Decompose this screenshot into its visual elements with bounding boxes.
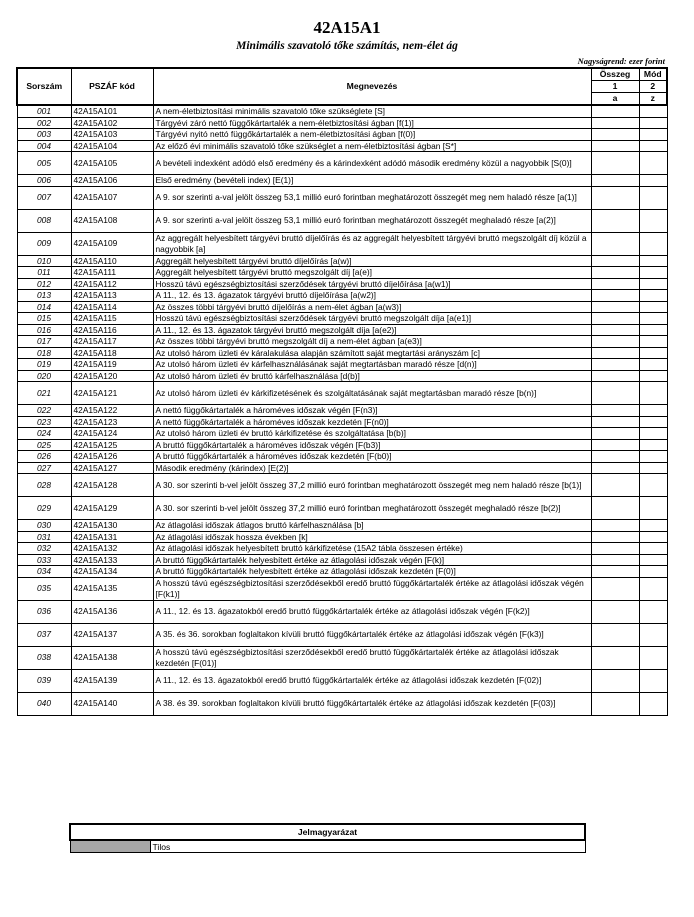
table-row	[17, 520, 667, 532]
table-row	[17, 267, 667, 279]
row-mod-cell[interactable]	[639, 543, 667, 555]
table-row	[17, 105, 667, 117]
row-number: 029	[17, 497, 71, 520]
row-pszaf-code: 42A15A136	[71, 600, 153, 623]
row-pszaf-code: 42A15A131	[71, 531, 153, 543]
row-mod-cell[interactable]	[639, 129, 667, 141]
form-subtitle: Minimális szavatoló tőke számítás, nem-élet ág	[236, 40, 458, 52]
unit-note: Nagyságrend: ezer forint	[577, 56, 665, 66]
row-description: A bruttó függőkártartalék a hároméves időszak végén [F(b3)]	[153, 439, 591, 451]
row-amount-cell[interactable]	[591, 324, 639, 336]
row-mod-cell[interactable]	[639, 497, 667, 520]
row-pszaf-code: 42A15A128	[71, 474, 153, 497]
row-amount-cell[interactable]	[591, 439, 639, 451]
legend-table	[69, 823, 586, 853]
row-number: 017	[17, 336, 71, 348]
legend-title: Jelmagyarázat	[70, 824, 585, 840]
row-amount-cell[interactable]	[591, 152, 639, 175]
row-mod-cell[interactable]	[639, 462, 667, 474]
table-row	[17, 324, 667, 336]
header-mod: Mód	[639, 68, 667, 81]
row-number: 030	[17, 520, 71, 532]
table-row	[17, 543, 667, 555]
row-pszaf-code: 42A15A118	[71, 347, 153, 359]
header-osszeg: Összeg	[591, 68, 639, 81]
row-description: A 30. sor szerinti b-vel jelölt összeg 37,2 millió euró forintban meghatározott összegét meghaladó része [b(2)]	[153, 497, 591, 520]
row-amount-cell[interactable]	[591, 209, 639, 232]
table-row	[17, 497, 667, 520]
row-mod-cell[interactable]	[639, 290, 667, 302]
row-amount-cell[interactable]	[591, 646, 639, 669]
table-body	[17, 105, 667, 715]
row-pszaf-code: 42A15A109	[71, 232, 153, 255]
row-pszaf-code: 42A15A115	[71, 313, 153, 325]
table-row	[17, 117, 667, 129]
table-row	[17, 255, 667, 267]
row-description: Aggregált helyesbített tárgyévi bruttó megszolgált díj [a(e)]	[153, 267, 591, 279]
row-pszaf-code: 42A15A117	[71, 336, 153, 348]
row-pszaf-code: 42A15A103	[71, 129, 153, 141]
row-number: 039	[17, 669, 71, 692]
table-row	[17, 370, 667, 382]
row-mod-cell[interactable]	[639, 451, 667, 463]
header-osszeg-letter: a	[591, 93, 639, 106]
row-number: 027	[17, 462, 71, 474]
table-row	[17, 278, 667, 290]
row-number: 028	[17, 474, 71, 497]
table-row	[17, 600, 667, 623]
row-mod-cell[interactable]	[639, 117, 667, 129]
row-description: A nem-életbiztosítási minimális szavatoló tőke szükséglete [S]	[153, 105, 591, 117]
row-pszaf-code: 42A15A122	[71, 405, 153, 417]
row-description: Tárgyévi nyitó nettó függőkártartalék a nem-életbiztosítási ágban [f(0)]	[153, 129, 591, 141]
row-pszaf-code: 42A15A127	[71, 462, 153, 474]
row-mod-cell[interactable]	[639, 186, 667, 209]
row-description: Az átlagolási időszak átlagos bruttó kárfelhasználása [b]	[153, 520, 591, 532]
row-description: A 35. és 36. sorokban foglaltakon kívüli bruttó függőkártartalék értéke az átlagolási időszak végén [F(k3)]	[153, 623, 591, 646]
table-row	[17, 669, 667, 692]
row-mod-cell[interactable]	[639, 105, 667, 117]
row-description: A 11., 12. és 13. ágazatokból eredő bruttó függőkártartalék értéke az átlagolási időszak kezdetén [F(02)]	[153, 669, 591, 692]
row-pszaf-code: 42A15A112	[71, 278, 153, 290]
row-amount-cell[interactable]	[591, 290, 639, 302]
table-row	[17, 175, 667, 187]
row-amount-cell[interactable]	[591, 451, 639, 463]
row-pszaf-code: 42A15A134	[71, 566, 153, 578]
row-description: Az utolsó három üzleti év káralakulása alapján számított saját megtartási arányszám [c]	[153, 347, 591, 359]
row-pszaf-code: 42A15A121	[71, 382, 153, 405]
row-mod-cell[interactable]	[639, 577, 667, 600]
row-number: 031	[17, 531, 71, 543]
row-pszaf-code: 42A15A138	[71, 646, 153, 669]
row-description: Hosszú távú egészségbiztosítási szerződések tárgyévi bruttó díjelőírása [a(w1)]	[153, 278, 591, 290]
table-row	[17, 152, 667, 175]
row-amount-cell[interactable]	[591, 669, 639, 692]
row-mod-cell[interactable]	[639, 474, 667, 497]
row-description: A bruttó függőkártartalék a hároméves időszak kezdetén [F(b0)]	[153, 451, 591, 463]
row-mod-cell[interactable]	[639, 209, 667, 232]
row-amount-cell[interactable]	[591, 232, 639, 255]
row-description: Az utolsó három üzleti év kárfelhasználásának saját megtartásban maradó része [d(n)]	[153, 359, 591, 371]
row-pszaf-code: 42A15A108	[71, 209, 153, 232]
row-mod-cell[interactable]	[639, 520, 667, 532]
row-mod-cell[interactable]	[639, 439, 667, 451]
row-mod-cell[interactable]	[639, 692, 667, 715]
table-row	[17, 382, 667, 405]
row-mod-cell[interactable]	[639, 554, 667, 566]
row-number: 007	[17, 186, 71, 209]
table-row	[17, 566, 667, 578]
row-amount-cell[interactable]	[591, 520, 639, 532]
row-pszaf-code: 42A15A123	[71, 416, 153, 428]
row-pszaf-code: 42A15A124	[71, 428, 153, 440]
header-mod-number: 2	[639, 81, 667, 93]
row-description: Az összes többi tárgyévi bruttó megszolgált díj a nem-élet ágban [a(e3)]	[153, 336, 591, 348]
row-mod-cell[interactable]	[639, 140, 667, 152]
row-description: A 11., 12. és 13. ágazatok tárgyévi bruttó megszolgált díja [a(e2)]	[153, 324, 591, 336]
row-description: A 9. sor szerinti a-val jelölt összeg 53,1 millió euró forintban meghatározott összegét meg nem haladó része [a(1)]	[153, 186, 591, 209]
row-pszaf-code: 42A15A105	[71, 152, 153, 175]
row-description: A bruttó függőkártartalék helyesbített értéke az átlagolási időszak végén [F(k)]	[153, 554, 591, 566]
row-amount-cell[interactable]	[591, 140, 639, 152]
table-row	[17, 129, 667, 141]
legend-swatch-tilos	[70, 840, 150, 853]
table-row	[17, 313, 667, 325]
row-number: 023	[17, 416, 71, 428]
row-amount-cell[interactable]	[591, 370, 639, 382]
row-pszaf-code: 42A15A113	[71, 290, 153, 302]
row-pszaf-code: 42A15A116	[71, 324, 153, 336]
row-number: 015	[17, 313, 71, 325]
table-row	[17, 531, 667, 543]
header-osszeg-number: 1	[591, 81, 639, 93]
row-description: A bruttó függőkártartalék helyesbített értéke az átlagolási időszak kezdetén [F(0)]	[153, 566, 591, 578]
row-description: Első eredmény (bevételi index) [E(1)]	[153, 175, 591, 187]
row-description: Az utolsó három üzleti év bruttó kárfelhasználása [d(b)]	[153, 370, 591, 382]
header-sorszam: Sorszám	[17, 68, 71, 105]
row-amount-cell[interactable]	[591, 129, 639, 141]
row-number: 010	[17, 255, 71, 267]
row-number: 040	[17, 692, 71, 715]
row-pszaf-code: 42A15A125	[71, 439, 153, 451]
table-row	[17, 347, 667, 359]
row-number: 012	[17, 278, 71, 290]
row-amount-cell[interactable]	[591, 405, 639, 417]
row-amount-cell[interactable]	[591, 105, 639, 117]
row-number: 021	[17, 382, 71, 405]
row-description: Az előző évi minimális szavatoló tőke szükséglet a nem-életbiztosítási ágban [S*]	[153, 140, 591, 152]
table-row	[17, 623, 667, 646]
row-amount-cell[interactable]	[591, 301, 639, 313]
legend-label-tilos: Tilos	[150, 840, 585, 853]
row-amount-cell[interactable]	[591, 566, 639, 578]
row-mod-cell[interactable]	[639, 428, 667, 440]
row-mod-cell[interactable]	[639, 600, 667, 623]
table-row	[17, 359, 667, 371]
row-number: 022	[17, 405, 71, 417]
table-row	[17, 474, 667, 497]
row-pszaf-code: 42A15A129	[71, 497, 153, 520]
row-number: 014	[17, 301, 71, 313]
row-amount-cell[interactable]	[591, 336, 639, 348]
table-row	[17, 336, 667, 348]
row-description: A nettó függőkártartalék a hároméves időszak kezdetén [F(n0)]	[153, 416, 591, 428]
row-pszaf-code: 42A15A106	[71, 175, 153, 187]
row-mod-cell[interactable]	[639, 623, 667, 646]
row-amount-cell[interactable]	[591, 462, 639, 474]
row-amount-cell[interactable]	[591, 267, 639, 279]
table-row	[17, 186, 667, 209]
table-row	[17, 577, 667, 600]
table-row	[17, 416, 667, 428]
row-pszaf-code: 42A15A110	[71, 255, 153, 267]
row-number: 024	[17, 428, 71, 440]
row-pszaf-code: 42A15A137	[71, 623, 153, 646]
row-amount-cell[interactable]	[591, 255, 639, 267]
row-description: A 11., 12. és 13. ágazatokból eredő bruttó függőkártartalék értéke az átlagolási időszak végén [F(k2)]	[153, 600, 591, 623]
row-mod-cell[interactable]	[639, 313, 667, 325]
row-description: Az utolsó három üzleti év bruttó kárkifizetése és szolgáltatása [b(b)]	[153, 428, 591, 440]
row-mod-cell[interactable]	[639, 382, 667, 405]
row-pszaf-code: 42A15A135	[71, 577, 153, 600]
row-amount-cell[interactable]	[591, 543, 639, 555]
row-amount-cell[interactable]	[591, 577, 639, 600]
row-description: Az átlagolási időszak hossza években [k]	[153, 531, 591, 543]
row-amount-cell[interactable]	[591, 175, 639, 187]
row-mod-cell[interactable]	[639, 301, 667, 313]
row-amount-cell[interactable]	[591, 692, 639, 715]
row-amount-cell[interactable]	[591, 428, 639, 440]
row-pszaf-code: 42A15A114	[71, 301, 153, 313]
row-number: 036	[17, 600, 71, 623]
row-number: 033	[17, 554, 71, 566]
row-number: 006	[17, 175, 71, 187]
row-number: 004	[17, 140, 71, 152]
header-megnevezes: Megnevezés	[153, 68, 591, 105]
row-amount-cell[interactable]	[591, 554, 639, 566]
row-description: A bevételi indexként adódó első eredmény és a kárindexként adódó második eredmény közül a nagyobbik [S(0)]	[153, 152, 591, 175]
row-pszaf-code: 42A15A101	[71, 105, 153, 117]
row-pszaf-code: 42A15A140	[71, 692, 153, 715]
table-row	[17, 554, 667, 566]
row-pszaf-code: 42A15A126	[71, 451, 153, 463]
table-row	[17, 428, 667, 440]
row-description: Aggregált helyesbített tárgyévi bruttó díjelőírás [a(w)]	[153, 255, 591, 267]
row-description: Tárgyévi záró nettó függőkártartalék a nem-életbiztosítási ágban [f(1)]	[153, 117, 591, 129]
row-mod-cell[interactable]	[639, 232, 667, 255]
row-amount-cell[interactable]	[591, 186, 639, 209]
row-mod-cell[interactable]	[639, 370, 667, 382]
row-number: 037	[17, 623, 71, 646]
calculation-table	[16, 67, 668, 716]
table-row	[17, 140, 667, 152]
row-number: 001	[17, 105, 71, 117]
row-pszaf-code: 42A15A107	[71, 186, 153, 209]
table-row	[17, 692, 667, 715]
row-number: 005	[17, 152, 71, 175]
form-code-title: 42A15A1	[313, 18, 381, 37]
row-description: A hosszú távú egészségbiztosítási szerződésekből eredő bruttó függőkártartalék értéke az átlagolási időszak kezdetén [F(01)]	[153, 646, 591, 669]
row-mod-cell[interactable]	[639, 267, 667, 279]
row-number: 003	[17, 129, 71, 141]
row-amount-cell[interactable]	[591, 474, 639, 497]
header-mod-letter: z	[639, 93, 667, 106]
table-row	[17, 439, 667, 451]
row-mod-cell[interactable]	[639, 336, 667, 348]
row-amount-cell[interactable]	[591, 117, 639, 129]
row-description: A hosszú távú egészségbiztosítási szerződésekből eredő bruttó függőkártartalék értéke az átlagolási időszak végén [F(k1)]	[153, 577, 591, 600]
row-number: 008	[17, 209, 71, 232]
row-number: 020	[17, 370, 71, 382]
row-description: A nettó függőkártartalék a hároméves időszak végén [F(n3)]	[153, 405, 591, 417]
row-description: Az összes többi tárgyévi bruttó díjelőírás a nem-élet ágban [a(w3)]	[153, 301, 591, 313]
row-mod-cell[interactable]	[639, 278, 667, 290]
row-mod-cell[interactable]	[639, 566, 667, 578]
row-pszaf-code: 42A15A104	[71, 140, 153, 152]
row-amount-cell[interactable]	[591, 359, 639, 371]
table-row	[17, 646, 667, 669]
row-amount-cell[interactable]	[591, 497, 639, 520]
row-mod-cell[interactable]	[639, 359, 667, 371]
row-description: A 30. sor szerinti b-vel jelölt összeg 37,2 millió euró forintban meghatározott összegét meg nem haladó része [b(1)]	[153, 474, 591, 497]
row-pszaf-code: 42A15A119	[71, 359, 153, 371]
row-description: Hosszú távú egészségbiztosítási szerződések tárgyévi bruttó megszolgált díja [a(e1)]	[153, 313, 591, 325]
row-mod-cell[interactable]	[639, 324, 667, 336]
row-description: Második eredmény (kárindex) [E(2)]	[153, 462, 591, 474]
row-mod-cell[interactable]	[639, 416, 667, 428]
row-pszaf-code: 42A15A102	[71, 117, 153, 129]
table-row	[17, 301, 667, 313]
row-number: 026	[17, 451, 71, 463]
table-row	[17, 405, 667, 417]
row-description: A 9. sor szerinti a-val jelölt összeg 53,1 millió euró forintban meghatározott összegét meghaladó része [a(2)]	[153, 209, 591, 232]
row-number: 016	[17, 324, 71, 336]
row-amount-cell[interactable]	[591, 416, 639, 428]
row-amount-cell[interactable]	[591, 382, 639, 405]
row-amount-cell[interactable]	[591, 531, 639, 543]
row-number: 018	[17, 347, 71, 359]
row-mod-cell[interactable]	[639, 255, 667, 267]
row-description: A 11., 12. és 13. ágazatok tárgyévi bruttó díjelőírása [a(w2)]	[153, 290, 591, 302]
row-number: 013	[17, 290, 71, 302]
row-description: Az utolsó három üzleti év kárkifizetésének és szolgáltatásának saját megtartásban maradó része [b(n)]	[153, 382, 591, 405]
row-number: 032	[17, 543, 71, 555]
row-number: 025	[17, 439, 71, 451]
row-description: Az aggregált helyesbített tárgyévi bruttó díjelőírás és az aggregált helyesbített tárgyévi bruttó megszolgált díj közül a nagyobbik [a]	[153, 232, 591, 255]
table-row	[17, 462, 667, 474]
table-row	[17, 451, 667, 463]
row-pszaf-code: 42A15A111	[71, 267, 153, 279]
row-description: Az átlagolási időszak helyesbített bruttó kárkifizetése (15A2 tábla összesen értéke)	[153, 543, 591, 555]
row-mod-cell[interactable]	[639, 175, 667, 187]
row-amount-cell[interactable]	[591, 623, 639, 646]
row-amount-cell[interactable]	[591, 347, 639, 359]
row-number: 034	[17, 566, 71, 578]
row-pszaf-code: 42A15A120	[71, 370, 153, 382]
row-amount-cell[interactable]	[591, 600, 639, 623]
row-mod-cell[interactable]	[639, 347, 667, 359]
row-mod-cell[interactable]	[639, 405, 667, 417]
row-mod-cell[interactable]	[639, 531, 667, 543]
row-number: 019	[17, 359, 71, 371]
row-mod-cell[interactable]	[639, 152, 667, 175]
row-amount-cell[interactable]	[591, 278, 639, 290]
row-number: 011	[17, 267, 71, 279]
row-pszaf-code: 42A15A132	[71, 543, 153, 555]
row-number: 002	[17, 117, 71, 129]
row-pszaf-code: 42A15A139	[71, 669, 153, 692]
row-number: 038	[17, 646, 71, 669]
row-pszaf-code: 42A15A133	[71, 554, 153, 566]
row-description: A 38. és 39. sorokban foglaltakon kívüli bruttó függőkártartalék értéke az átlagolási időszak kezdetén [F(03)]	[153, 692, 591, 715]
row-mod-cell[interactable]	[639, 646, 667, 669]
table-row	[17, 232, 667, 255]
row-number: 009	[17, 232, 71, 255]
header-pszaf-kod: PSZÁF kód	[71, 68, 153, 105]
table-row	[17, 209, 667, 232]
row-pszaf-code: 42A15A130	[71, 520, 153, 532]
table-row	[17, 290, 667, 302]
row-amount-cell[interactable]	[591, 313, 639, 325]
row-number: 035	[17, 577, 71, 600]
row-mod-cell[interactable]	[639, 669, 667, 692]
